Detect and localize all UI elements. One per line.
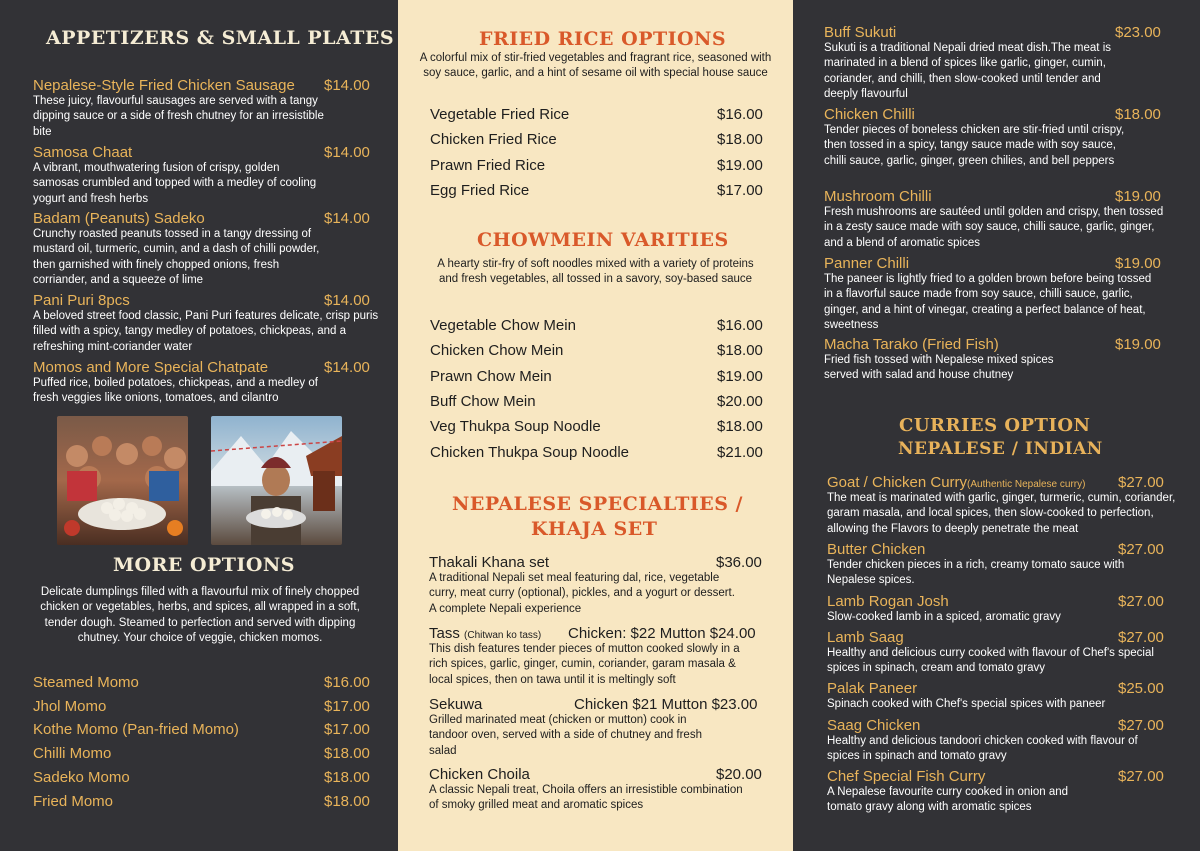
specialty-desc: Grilled marinated meat (chicken or mutton) cook in tandoor oven, served with a side of chutney and fresh salad: [429, 714, 702, 757]
specialty-name: Chicken Choila: [429, 766, 530, 783]
curries-subtitle: NEPALESE / INDIAN: [898, 439, 1103, 459]
curry-price: $27.00: [1118, 768, 1164, 785]
fried-rice-price: $18.00: [717, 131, 763, 148]
momo-name: Fried Momo: [33, 793, 114, 810]
dish-price: $19.00: [1115, 255, 1161, 272]
dish-desc: Tender pieces of boneless chicken are stir-fried until crispy, then tossed in a spicy, tangy sauce made with soy sauce, chilli sauce, garlic, ginger, green chilies, and bell peppers: [824, 124, 1125, 167]
appetizer-desc: These juicy, flavourful sausages are served with a tangy dipping sauce or a side of fresh chutney for an irresistible bite: [33, 95, 324, 138]
specialty-name: Tass: [429, 625, 460, 642]
chowmein-price: $16.00: [717, 317, 763, 334]
specialty-name: Sekuwa: [429, 696, 483, 713]
momo-name: Kothe Momo (Pan-fried Momo): [33, 721, 239, 738]
appetizer-name: Nepalese-Style Fried Chicken Sausage: [33, 77, 295, 94]
curry-name: Goat / Chicken Curry: [827, 474, 968, 491]
momo-price: $18.00: [324, 793, 370, 810]
curry-name: Saag Chicken: [827, 717, 921, 734]
appetizers-title: APPETIZERS & SMALL PLATES: [46, 27, 395, 49]
curry-price: $27.00: [1118, 717, 1164, 734]
curry-price: $27.00: [1118, 541, 1164, 558]
curry-price: $25.00: [1118, 680, 1164, 697]
more-options-desc: Delicate dumplings filled with a flavourful mix of finely chopped chicken or vegetables, herbs, and spices, all wrapped in a soft, tender dough. Steamed to perfection and served with dipping chutney. Your choice of veggie, chicken momos.: [40, 586, 360, 644]
appetizer-name: Badam (Peanuts) Sadeko: [33, 210, 205, 227]
appetizer-price: $14.00: [324, 77, 370, 94]
dish-desc: The paneer is lightly fried to a golden brown before being tossed in a flavorful sauce made from soy sauce, chilli sauce, garlic, ginger, and a hint of vinegar, creating a perfect balance of heat, sweetness: [824, 273, 1152, 331]
specialty-price: $20.00: [716, 766, 762, 783]
fried-rice-name: Vegetable Fried Rice: [430, 106, 570, 123]
appetizer-price: $14.00: [324, 292, 370, 309]
dish-name: Mushroom Chilli: [824, 188, 932, 205]
specialties-title: NEPALESE SPECIALTIES /: [452, 493, 743, 515]
momo-price: $18.00: [324, 769, 370, 786]
specialty-desc: A classic Nepali treat, Choila offers an irresistible combination of smoky grilled meat and aromatic spices: [429, 784, 743, 812]
momo-name: Chilli Momo: [33, 745, 112, 762]
curry-desc: Spinach cooked with Chef's special spices with paneer: [827, 698, 1106, 710]
left-panel: [0, 0, 398, 851]
curry-name: Lamb Saag: [827, 629, 904, 646]
curry-name: Chef Special Fish Curry: [827, 768, 986, 785]
curry-price: $27.00: [1118, 593, 1164, 610]
specialty-name-row: [429, 625, 541, 642]
dish-price: $19.00: [1115, 188, 1161, 205]
specialty-price: $36.00: [716, 554, 762, 571]
momo-price: $16.00: [324, 674, 370, 691]
fried-rice-price: $19.00: [717, 157, 763, 174]
fried-rice-name: Egg Fried Rice: [430, 182, 530, 199]
curry-name-row: [827, 474, 1085, 491]
momo-price: $17.00: [324, 698, 370, 715]
appetizer-desc: Crunchy roasted peanuts tossed in a tangy dressing of mustard oil, turmeric, cumin, and a dash of chilli powder, then garnished with finely chopped onions, fresh corriander, and a squeeze of lime: [33, 228, 320, 286]
chowmein-price: $20.00: [717, 393, 763, 410]
chowmein-name: Buff Chow Mein: [430, 393, 536, 410]
appetizer-desc: Puffed rice, boiled potatoes, chickpeas, and a medley of fresh veggies like onions, tomatoes, and cilantro: [33, 377, 318, 405]
dish-name: Chicken Chilli: [824, 106, 915, 123]
appetizer-name: Momos and More Special Chatpate: [33, 359, 269, 376]
fried-rice-name: Chicken Fried Rice: [430, 131, 557, 148]
specialty-price: Chicken $21 Mutton $23.00: [574, 696, 758, 713]
chowmein-name: Chicken Chow Mein: [430, 342, 564, 359]
fried-rice-name: Prawn Fried Rice: [430, 157, 546, 174]
chowmein-price: $18.00: [717, 418, 763, 435]
dish-name: Buff Sukuti: [824, 24, 897, 41]
dish-name: Panner Chilli: [824, 255, 910, 272]
curry-price: $27.00: [1118, 629, 1164, 646]
chowmein-name: Prawn Chow Mein: [430, 368, 552, 385]
chowmein-price: $18.00: [717, 342, 763, 359]
dish-desc: Sukuti is a traditional Nepali dried meat dish.The meat is marinated in a blend of spices like garlic, ginger, cumin, coriander, and chilli, then slow-cooked until tender and deeply flavourful: [824, 42, 1112, 100]
curry-desc: Healthy and delicious curry cooked with flavour of Chef's special spices in spinach, cream and tomato gravy: [827, 647, 1154, 675]
man-with-momos-photo: [211, 416, 342, 545]
chowmein-desc: A hearty stir-fry of soft noodles mixed with a variety of proteins and fresh vegetables, all tossed in a savory, soy-based sauce: [437, 258, 754, 286]
specialty-note: (Chitwan ko tass): [464, 630, 542, 641]
appetizer-name: Pani Puri 8pcs: [33, 292, 130, 309]
specialty-price: Chicken: $22 Mutton $24.00: [568, 625, 756, 642]
middle-panel: [398, 0, 793, 851]
momo-name: Steamed Momo: [33, 674, 139, 691]
curry-name: Butter Chicken: [827, 541, 926, 558]
momo-price: $17.00: [324, 721, 370, 738]
appetizer-price: $14.00: [324, 359, 370, 376]
curry-desc: The meat is marinated with garlic, ginger, turmeric, cumin, coriander, garam masala, and local spices, then slow-cooked to perfection, allowing the Flavors to deeply penetrate the meat: [827, 492, 1176, 535]
chowmein-title: CHOWMEIN VARITIES: [477, 229, 729, 251]
more-options-title: MORE OPTIONS: [113, 554, 295, 576]
chowmein-name: Veg Thukpa Soup Noodle: [430, 418, 601, 435]
curry-name: Lamb Rogan Josh: [827, 593, 949, 610]
curries-title: CURRIES OPTION: [899, 415, 1091, 436]
momo-price: $18.00: [324, 745, 370, 762]
curry-desc: A Nepalese favourite curry cooked in onion and tomato gravy along with aromatic spices: [827, 786, 1069, 814]
curry-desc: Slow-cooked lamb in a spiced, aromatic gravy: [827, 611, 1061, 623]
appetizer-name: Samosa Chaat: [33, 144, 133, 161]
chowmein-price: $19.00: [717, 368, 763, 385]
curry-name: Palak Paneer: [827, 680, 918, 697]
dish-price: $23.00: [1115, 24, 1161, 41]
specialty-desc: A traditional Nepali set meal featuring dal, rice, vegetable curry, meat curry (optional), pickles, and a yogurt or dessert. A complete Nepali experience: [429, 572, 735, 615]
curry-price: $27.00: [1118, 474, 1164, 491]
chowmein-name: Vegetable Chow Mein: [430, 317, 576, 334]
children-with-momos-photo: [57, 416, 188, 545]
chowmein-name: Chicken Thukpa Soup Noodle: [430, 444, 630, 461]
appetizer-desc: A beloved street food classic, Pani Puri features delicate, crisp puris filled with a spicy, tangy medley of potatoes, chickpeas, and a refreshing mint-coriander water: [33, 310, 379, 353]
fried-rice-title: FRIED RICE OPTIONS: [479, 28, 727, 50]
curry-desc: Healthy and delicious tandoori chicken cooked with flavour of spices in spinach and tomato gravy: [827, 735, 1138, 763]
dish-desc: Fried fish tossed with Nepalese mixed spices served with salad and house chutney: [824, 354, 1054, 382]
dish-price: $19.00: [1115, 336, 1161, 353]
appetizer-price: $14.00: [324, 210, 370, 227]
curry-note: (Authentic Nepalese curry): [967, 479, 1086, 490]
specialties-subtitle: KHAJA SET: [531, 518, 658, 540]
appetizer-desc: A vibrant, mouthwatering fusion of crispy, golden samosas crumbled and topped with a medley of cooling yogurt and fresh herbs: [33, 162, 317, 205]
dish-name: Macha Tarako (Fried Fish): [824, 336, 999, 353]
momo-name: Jhol Momo: [33, 698, 107, 715]
specialty-name: Thakali Khana set: [429, 554, 550, 571]
right-panel: [793, 0, 1200, 851]
appetizer-price: $14.00: [324, 144, 370, 161]
fried-rice-price: $16.00: [717, 106, 763, 123]
dish-price: $18.00: [1115, 106, 1161, 123]
momo-name: Sadeko Momo: [33, 769, 130, 786]
fried-rice-desc: A colorful mix of stir-fried vegetables and fragrant rice, seasoned with soy sauce, garlic, and a hint of sesame oil with special house sauce: [419, 52, 772, 80]
dish-desc: Fresh mushrooms are sautéed until golden and crispy, then tossed in a zesty sauce made with soy sauce, chilli sauce, garlic, ginger, and a blend of aromatic spices: [824, 206, 1164, 249]
specialty-desc: This dish features tender pieces of mutton cooked slowly in a rich spices, garlic, ginger, cumin, coriander, garam masala & local spices, then on tawa until it is meltingly soft: [429, 643, 740, 686]
curry-desc: Tender chicken pieces in a rich, creamy tomato sauce with Nepalese spices.: [827, 559, 1125, 587]
fried-rice-price: $17.00: [717, 182, 763, 199]
chowmein-price: $21.00: [717, 444, 763, 461]
